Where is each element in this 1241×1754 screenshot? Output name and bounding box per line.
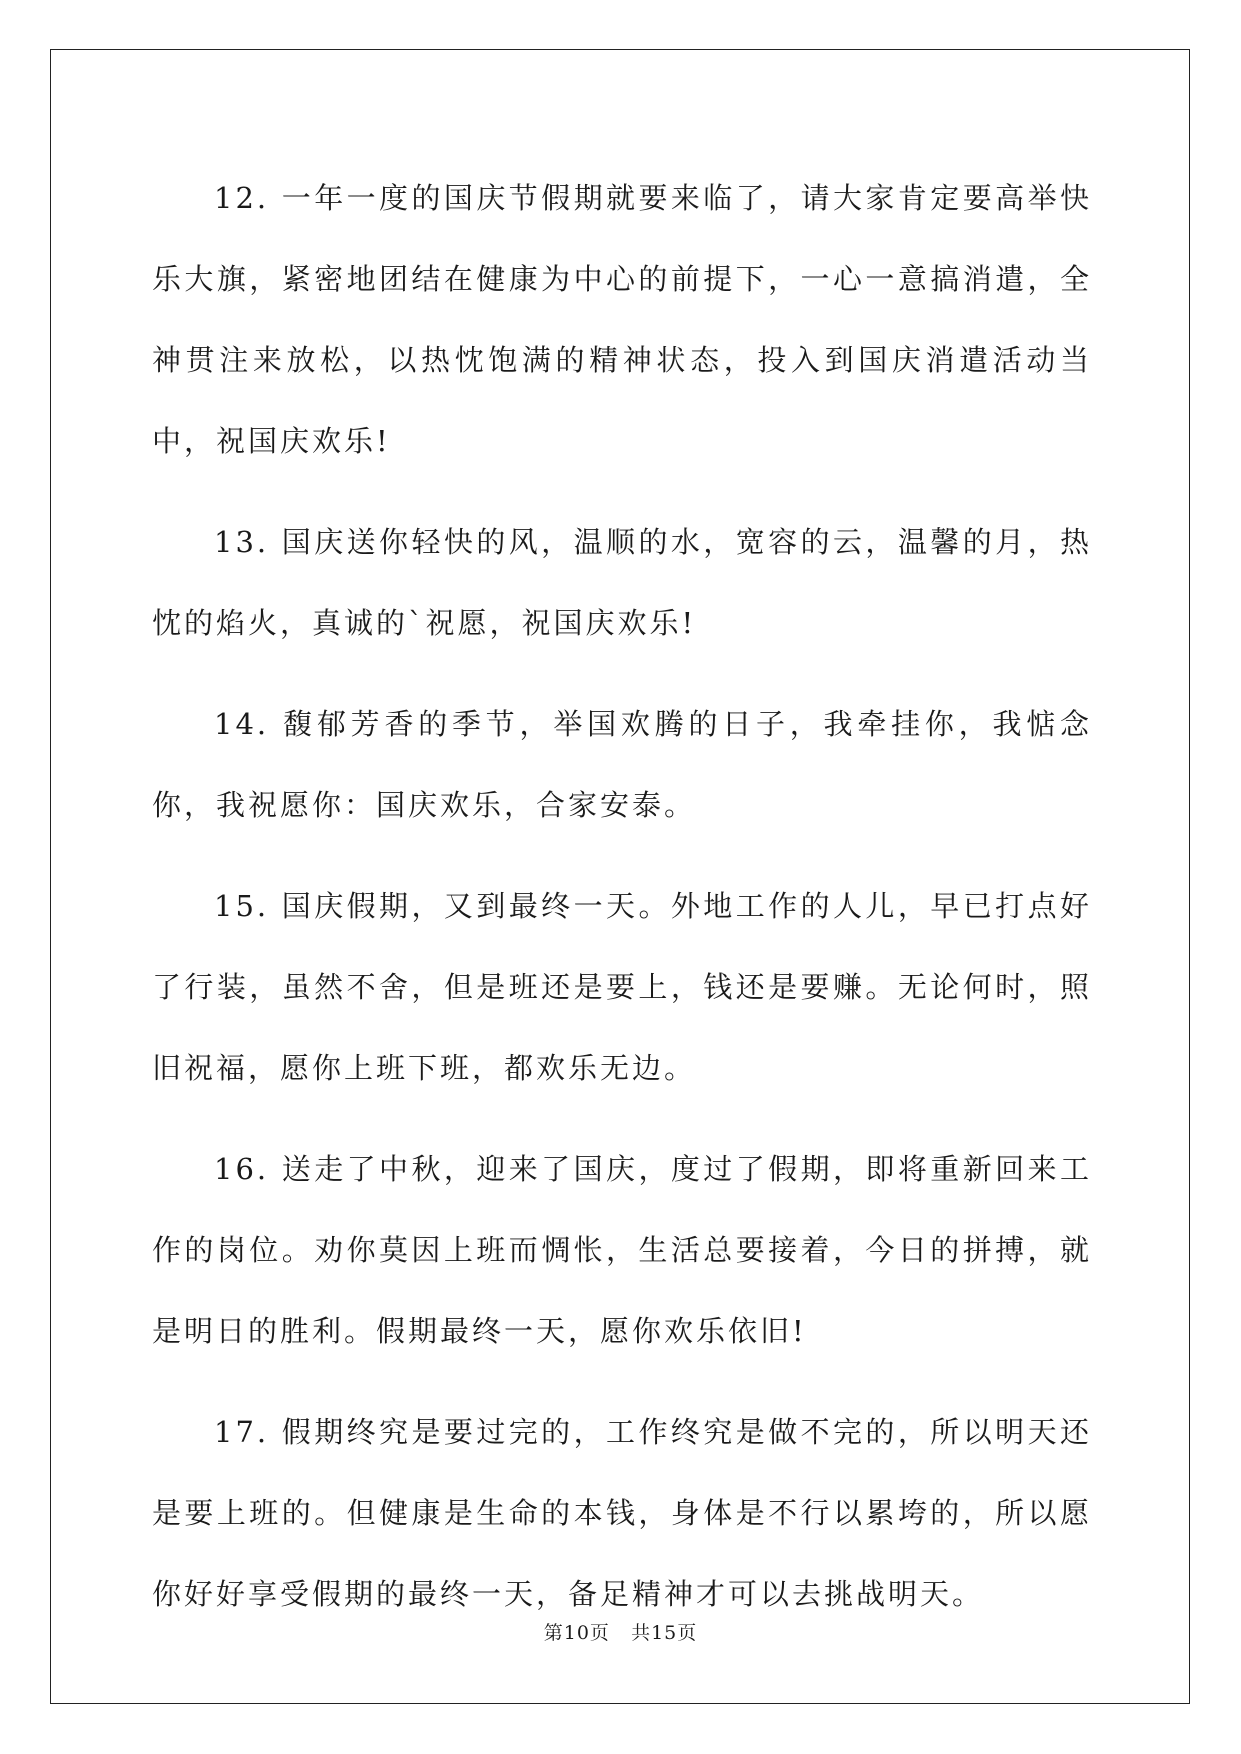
paragraph-13: 13. 国庆送你轻快的风，温顺的水，宽容的云，温馨的月，热忱的焰火，真诚的`祝愿，祝国庆欢乐! (152, 525, 1092, 640)
paragraph-14: 14. 馥郁芳香的季节，举国欢腾的日子，我牵挂你，我惦念你，我祝愿你：国庆欢乐，合家安泰。 (152, 707, 1092, 822)
paragraph-15: 15. 国庆假期，又到最终一天。外地工作的人儿，早已打点好了行装，虽然不舍，但是班还是要上，钱还是要赚。无论何时，照旧祝福，愿你上班下班，都欢乐无边。 (152, 889, 1092, 1085)
page-footer (0, 1618, 1241, 1645)
paragraph-12: 12. 一年一度的国庆节假期就要来临了，请大家肯定要高举快乐大旗，紧密地团结在健康为中心的前提下，一心一意搞消遣，全神贯注来放松，以热忱饱满的精神状态，投入到国庆消遣活动当中，祝国庆欢乐! (152, 181, 1092, 458)
paragraph-16: 16. 送走了中秋，迎来了国庆，度过了假期，即将重新回来工作的岗位。劝你莫因上班而惆怅，生活总要接着，今日的拼搏，就是明日的胜利。假期最终一天，愿你欢乐依旧! (152, 1152, 1092, 1348)
page-total: 共15页 (631, 1622, 698, 1644)
page-number: 第10页 (543, 1622, 610, 1644)
document-body (152, 158, 1092, 1655)
paragraph-17: 17. 假期终究是要过完的，工作终究是做不完的，所以明天还是要上班的。但健康是生命的本钱，身体是不行以累垮的，所以愿你好好享受假期的最终一天，备足精神才可以去挑战明天。 (152, 1415, 1092, 1611)
